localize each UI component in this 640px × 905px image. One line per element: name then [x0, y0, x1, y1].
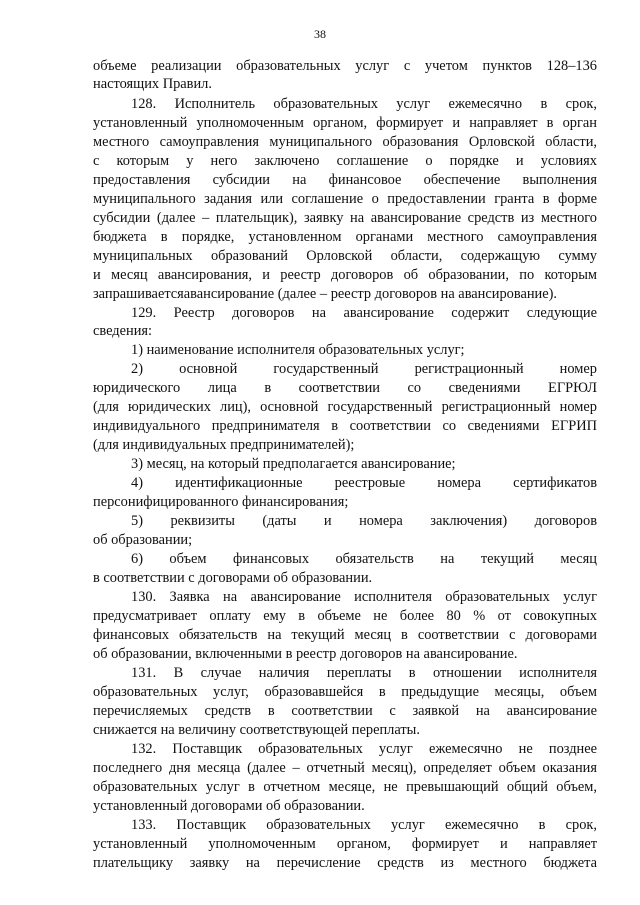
list-item-2: 2) основной государственный регистрационный номер: [131, 361, 597, 377]
text-line: (для юридических лиц), основной государственный регистрационный номер: [93, 399, 597, 415]
text-line: настоящих Правил.: [93, 76, 212, 92]
list-item-3: 3) месяц, на который предполагается авансирование;: [131, 456, 456, 472]
text-line: образовательных услуг, образовавшейся в предыдущие месяцы, объем: [93, 684, 597, 700]
list-item-6: 6) объем финансовых обязательств на текущий месяц: [131, 551, 597, 567]
text-line: субсидии (далее – плательщик), заявку на авансирование средств из местного: [93, 210, 597, 226]
paragraph-131-start: 131. В случае наличия переплаты в отношении исполнителя: [131, 665, 597, 681]
text-line: в соответствии с договорами об образовании.: [93, 570, 373, 586]
text-line: муниципальных образований Орловской области, содержащую сумму: [93, 248, 597, 264]
text-line: плательщику заявку на перечисление средств из местного бюджета: [93, 855, 597, 871]
text-line: образовательных услуг в отчетном месяце, не превышающий общий объем,: [93, 779, 597, 795]
text-line: установленный уполномоченным органом, формирует и направляет в орган: [93, 115, 597, 131]
text-line: индивидуального предпринимателя в соответствии со сведениями ЕГРИП: [93, 418, 597, 434]
text-line: установленный уполномоченным органом, формирует и направляет: [93, 836, 597, 852]
text-line: последнего дня месяца (далее – отчетный месяц), определяет объем оказания: [93, 760, 597, 776]
text-line: предусматривает оплату ему в объеме не более 80 % от совокупных: [93, 608, 597, 624]
list-item-4: 4) идентификационные реестровые номера сертификатов: [131, 475, 597, 491]
page-number: 38: [314, 27, 326, 41]
text-line: сведения:: [93, 323, 153, 339]
paragraph-130-start: 130. Заявка на авансирование исполнителя образовательных услуг: [131, 589, 597, 605]
text-line: об образовании, включенными в реестр договоров на авансирование.: [93, 646, 518, 662]
text-line: муниципального задания или соглашение о предоставлении гранта в форме: [93, 191, 597, 207]
text-line: финансовых обязательств на текущий месяц в соответствии с договорами: [93, 627, 597, 643]
text-line: и месяц авансирования, и реестр договоров об образовании, по которым: [93, 267, 597, 283]
text-line: запрашиваетсяавансирование (далее – реестр договоров на авансирование).: [93, 286, 558, 302]
text-line: предоставления субсидии на финансовое обеспечение выполнения: [93, 172, 597, 188]
text-line: с которым у него заключено соглашение о порядке и условиях: [93, 153, 597, 169]
text-line: объеме реализации образовательных услуг с учетом пунктов 128–136: [93, 58, 597, 74]
paragraph-129-start: 129. Реестр договоров на авансирование содержит следующие: [131, 305, 597, 321]
paragraph-132-start: 132. Поставщик образовательных услуг ежемесячно не позднее: [131, 741, 597, 757]
text-line: юридического лица в соответствии со сведениями ЕГРЮЛ: [93, 380, 597, 396]
text-line: об образовании;: [93, 532, 193, 548]
list-item-1: 1) наименование исполнителя образовательных услуг;: [131, 342, 465, 358]
list-item-5: 5) реквизиты (даты и номера заключения) договоров: [131, 513, 597, 529]
text-line: снижается на величину соответствующей переплаты.: [93, 722, 420, 738]
text-line: местного самоуправления муниципального образования Орловской области,: [93, 134, 597, 150]
paragraph-128-start: 128. Исполнитель образовательных услуг ежемесячно в срок,: [131, 96, 597, 112]
paragraph-133-start: 133. Поставщик образовательных услуг ежемесячно в срок,: [131, 817, 597, 833]
text-line: перечисляемых средств в соответствии с заявкой на авансирование: [93, 703, 597, 719]
text-line: бюджета в порядке, установленном органами местного самоуправления: [93, 229, 597, 245]
text-line: персонифицированного финансирования;: [93, 494, 349, 510]
text-line: (для индивидуальных предпринимателей);: [93, 437, 355, 453]
text-line: установленный договорами об образовании.: [93, 798, 365, 814]
